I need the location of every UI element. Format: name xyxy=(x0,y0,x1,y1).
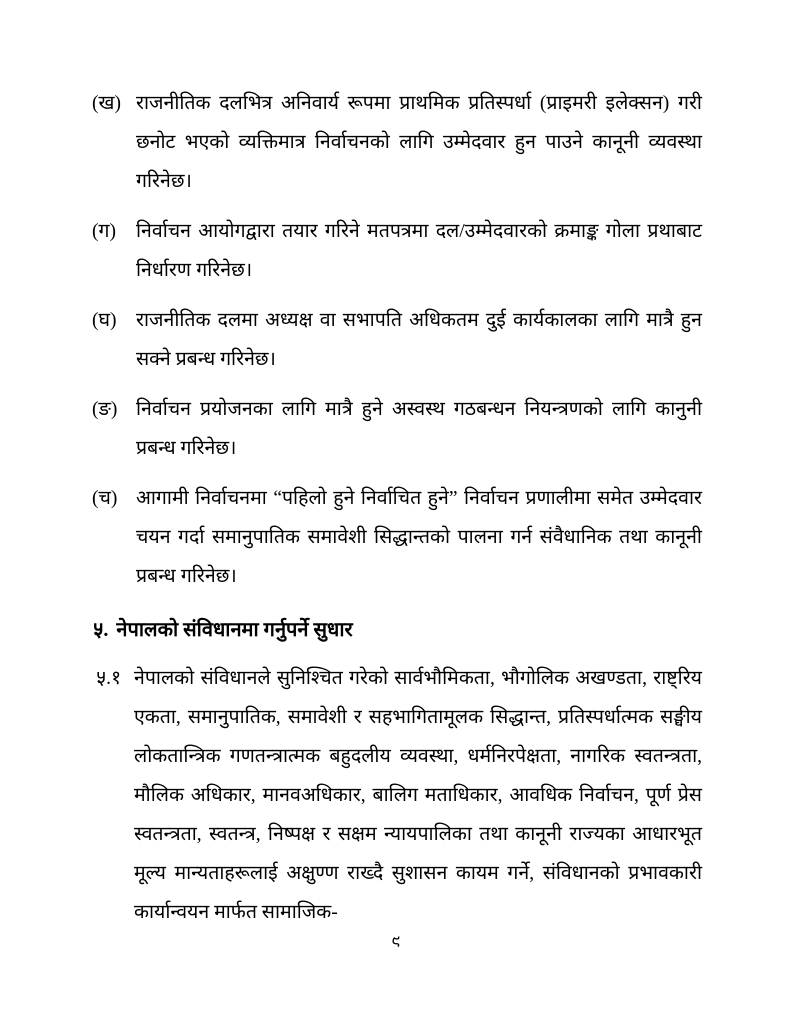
clause-text: राजनीतिक दलभित्र अनिवार्य रूपमा प्राथमिक प्रतिस्पर्धा (प्राइमरी इलेक्सन) गरी छनोट भएको व्यक्तिमात्र निर्वाचनको लागि उम्मेदवार हुन पाउने कानूनी व्यवस्था गरिनेछ। xyxy=(136,93,702,192)
clause-marker: (च) xyxy=(92,488,118,509)
clause-marker: (ङ) xyxy=(92,399,118,420)
clause-item xyxy=(92,390,702,468)
clause-text: आगामी निर्वाचनमा “पहिलो हुने निर्वाचित हुने” निर्वाचन प्रणालीमा समेत उम्मेदवार चयन गर्दा समानुपातिक समावेशी सिद्धान्तको पालना गर्न संवैधानिक तथा कानूनी प्रबन्ध गरिनेछ। xyxy=(136,488,702,587)
page-number: ९ xyxy=(391,932,400,951)
clause-marker: (ग) xyxy=(92,221,116,242)
section-heading xyxy=(93,613,702,647)
clause-item xyxy=(92,84,702,201)
section-title: नेपालको संविधानमा गर्नुपर्ने सुधार xyxy=(116,619,353,641)
clause-item xyxy=(92,479,702,596)
clause-text: राजनीतिक दलमा अध्यक्ष वा सभापति अधिकतम दुई कार्यकालका लागि मात्रै हुन सक्ने प्रबन्ध गरिनेछ। xyxy=(136,310,702,370)
clause-text: निर्वाचन आयोगद्वारा तयार गरिने मतपत्रमा दल/उम्मेदवारको क्रमाङ्क गोला प्रथाबाट निर्धारण गरिनेछ। xyxy=(136,221,702,281)
clause-item xyxy=(92,301,702,379)
paragraph-number: ५.१ xyxy=(96,668,122,689)
clause-item xyxy=(92,212,702,290)
numbered-paragraph xyxy=(96,659,702,932)
page-content xyxy=(92,84,702,932)
clause-text: निर्वाचन प्रयोजनका लागि मात्रै हुने अस्वस्थ गठबन्धन नियन्त्रणको लागि कानुनी प्रबन्ध गरिनेछ। xyxy=(136,399,702,459)
clause-marker: (घ) xyxy=(92,310,117,331)
section-number: ५. xyxy=(93,619,109,641)
paragraph-text: नेपालको संविधानले सुनिश्चित गरेको सार्वभौमिकता, भौगोलिक अखण्डता, राष्ट्रिय एकता, समानुपातिक, समावेशी र सहभागितामूलक सिद्धान्त, प्रतिस्पर्धात्मक सङ्घीय लोकतान्त्रिक गणतन्त्रात्मक बहुदलीय व्यवस्था, धर्मनिरपेक्षता, नागरिक स्वतन्त्रता, मौलिक अधिकार, मानवअधिकार, बालिग मताधिकार, आवधिक निर्वाचन, पूर्ण प्रेस स्वतन्त्रता, स्वतन्त्र, निष्पक्ष र सक्षम न्यायपालिका तथा कानूनी राज्यका आधारभूत मूल्य मान्यताहरूलाई अक्षुण्ण राख्दै सुशासन कायम गर्ने, संविधानको प्रभावकारी कार्यान्वयन मार्फत सामाजिक- xyxy=(134,668,702,923)
clause-marker: (ख) xyxy=(92,93,121,114)
